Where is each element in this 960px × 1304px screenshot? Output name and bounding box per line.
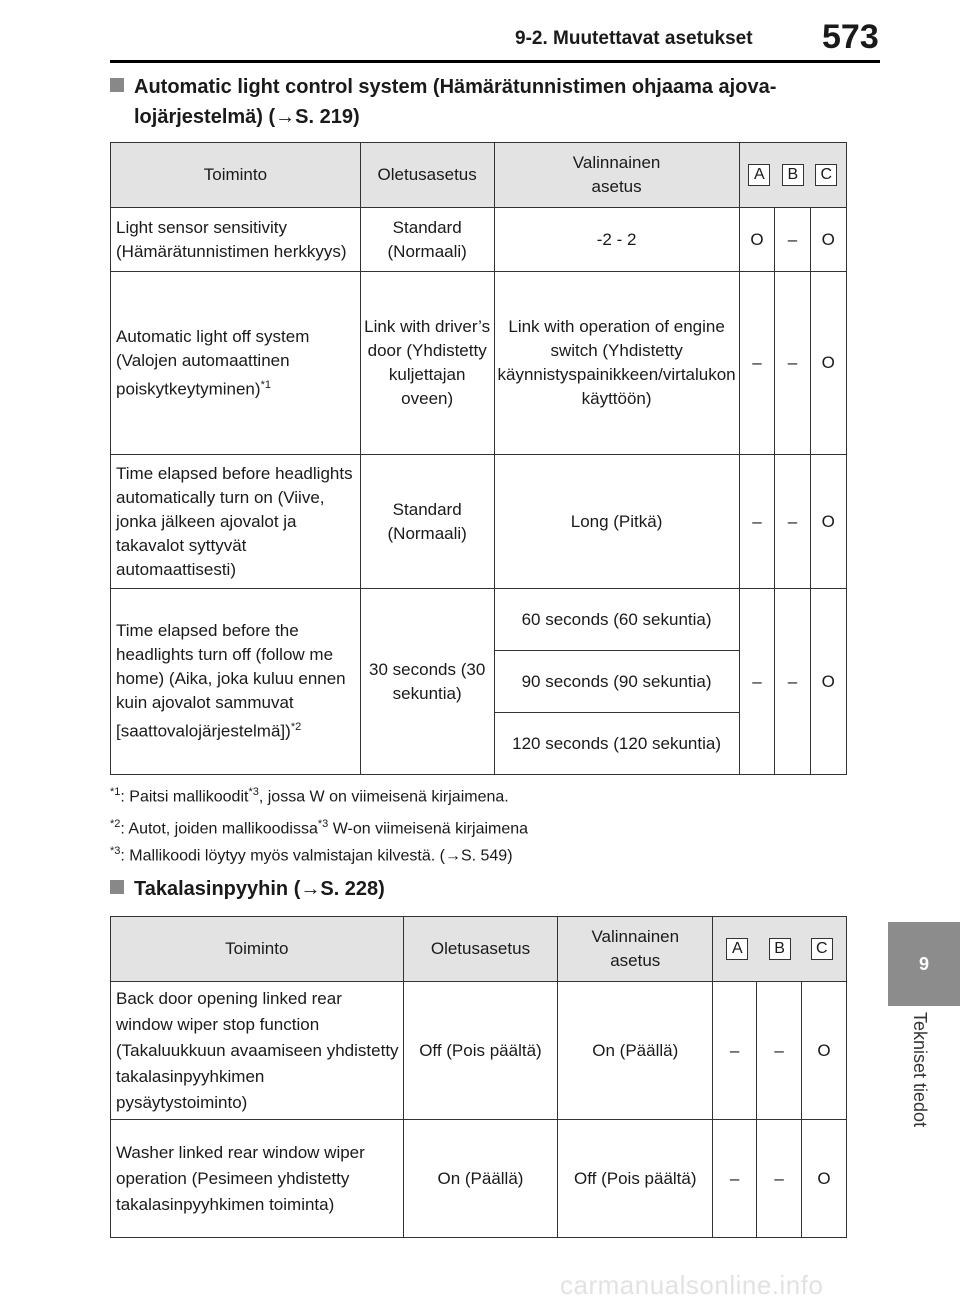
header-rule xyxy=(110,60,880,63)
table-row: 90 seconds (90 sekuntia) xyxy=(111,651,847,713)
footnote-1: $^{*1}$: Paitsi mallikoodit$^{*3}$, jossa W on viimeisenä kirjaimena. xyxy=(110,786,509,806)
table-row: Back door opening linked rear window wiper stop function (Takaluukkuun avaamiseen yhdistetty takalasinpyyhkimen pysäytystoiminto) Off (Pois päältä) On (Päällä) – – O xyxy=(111,982,847,1120)
header-default: Oletusasetus xyxy=(403,917,558,982)
header-abc xyxy=(713,917,847,982)
section-title: 9-2. Muutettavat asetukset xyxy=(515,28,753,49)
watermark: carmanualsonline.info xyxy=(560,1270,824,1300)
box-b: B xyxy=(782,164,804,186)
table-row: Light sensor sensitivity (Hämärätunnistimen herkkyys) Standard (Normaali) -2 - 2 O – O xyxy=(111,208,847,272)
table-row: 120 seconds (120 sekuntia) xyxy=(111,713,847,775)
header-optional: Valinnainen asetus xyxy=(494,143,739,208)
table-header-row xyxy=(111,143,847,208)
header-abc xyxy=(739,143,846,208)
page-number: 573 xyxy=(822,18,879,56)
header-optional: Valinnainen asetus xyxy=(558,917,713,982)
bullet-square-icon xyxy=(110,78,124,92)
chapter-label: Tekniset tiedot xyxy=(910,1012,930,1128)
section-heading-light-control: Automatic light control system (Hämärätunnistimen ohjaama ajova- lojärjestelmä) (→S. 219) xyxy=(110,72,870,132)
table-rear-wiper xyxy=(110,916,847,1238)
header-function: Toiminto xyxy=(111,143,361,208)
box-c: C xyxy=(815,164,837,186)
header-default: Oletusasetus xyxy=(360,143,494,208)
table-row: Automatic light off system (Valojen automaattinen poiskytkeytyminen)$^{*1}$ Link with driver’s door (Yhdistetty kuljettajan oveen) Link with operation of engine switch (Yhdistetty käynnistyspainikkeen/virtalukon käyttöön) – – O xyxy=(111,272,847,455)
box-a: A xyxy=(748,164,770,186)
table-row: Time elapsed before headlights automatically turn on (Viive, jonka jälkeen ajovalot ja takavalot syttyvät automaattisesti) Standard (Normaali) Long (Pitkä) – – O xyxy=(111,455,847,589)
box-c: C xyxy=(811,938,833,960)
header-function: Toiminto xyxy=(111,917,404,982)
table-row: Time elapsed before the headlights turn off (follow me home) (Aika, joka kuluu ennen kuin ajovalot sammuvat [saattovalojärjestelmä])$^{*2}$ 30 seconds (30 sekuntia) 60 seconds (60 sekuntia) – – O xyxy=(111,589,847,651)
table-header-row xyxy=(111,917,847,982)
table-light-control xyxy=(110,142,847,775)
chapter-tab: 9 xyxy=(888,922,960,1006)
footnote-2: $^{*2}$: Autot, joiden mallikoodissa$^{*3}$ W-on viimeisenä kirjaimena xyxy=(110,818,529,838)
table-row: Washer linked rear window wiper operation (Pesimeen yhdistetty takalasinpyyhkimen toiminta) On (Päällä) Off (Pois päältä) – – O xyxy=(111,1120,847,1238)
section-heading-rear-wiper: Takalasinpyyhin (→S. 228) xyxy=(110,874,385,904)
bullet-square-icon xyxy=(110,880,124,894)
box-b: B xyxy=(769,938,791,960)
box-a: A xyxy=(726,938,748,960)
footnote-3: $^{*3}$: Mallikoodi löytyy myös valmistajan kilvestä. (→S. 549) xyxy=(110,845,513,865)
